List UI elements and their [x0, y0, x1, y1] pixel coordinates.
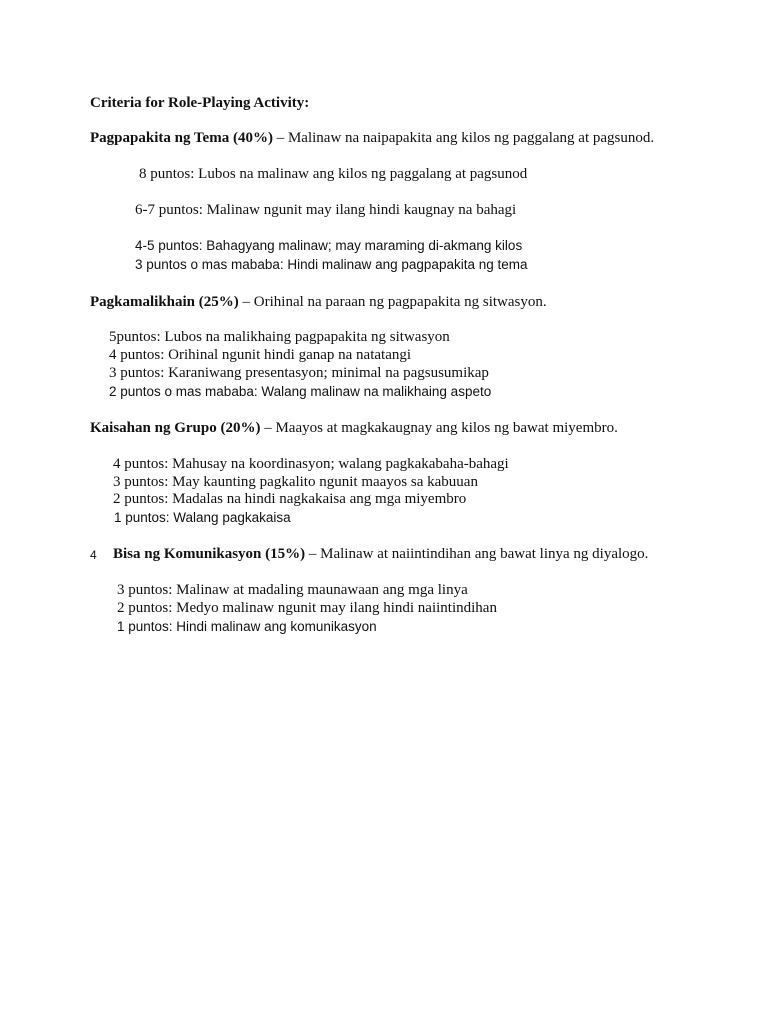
document-title: Criteria for Role-Playing Activity:: [90, 95, 310, 111]
section-description: – Orihinal na paraan ng pagpapakita ng sitwasyon.: [242, 294, 547, 310]
section-description: – Malinaw at naiintindihan ang bawat linya ng diyalogo.: [308, 546, 649, 562]
criteria-item: 3 puntos: May kaunting pagkalito ngunit maayos sa kabuuan: [113, 474, 478, 490]
section-heading-line: [90, 293, 547, 311]
criteria-item: 4 puntos: Orihinal ngunit hindi ganap na natatangi: [109, 347, 412, 363]
criteria-item: 3 puntos o mas mababa: Hindi malinaw ang pagpapakita ng tema: [135, 257, 528, 272]
section-heading: Kaisahan ng Grupo (20%): [90, 420, 261, 436]
criteria-item: 2 puntos: Madalas na hindi nagkakaisa ang mga miyembro: [113, 491, 467, 507]
criteria-item: 1 puntos: Hindi malinaw ang komunikasyon: [117, 619, 377, 634]
section-heading-line: [113, 545, 648, 563]
criteria-item: 2 puntos: Medyo malinaw ngunit may ilang hindi naiintindihan: [117, 600, 497, 616]
section-heading-line: [90, 129, 654, 147]
criteria-item: 8 puntos: Lubos na malinaw ang kilos ng paggalang at pagsunod: [139, 166, 528, 182]
section-heading: Bisa ng Komunikasyon (15%): [113, 546, 306, 562]
criteria-item: 4-5 puntos: Bahagyang malinaw; may maraming di-akmang kilos: [135, 238, 523, 253]
section-heading: Pagkamalikhain (25%): [90, 294, 239, 310]
section-heading-line: [90, 419, 618, 437]
section-description: – Malinaw na naipapakita ang kilos ng paggalang at pagsunod.: [276, 130, 655, 146]
criteria-item: 3 puntos: Malinaw at madaling maunawaan ang mga linya: [117, 582, 468, 598]
criteria-item: 2 puntos o mas mababa: Walang malinaw na malikhaing aspeto: [109, 384, 492, 399]
section-number: 4: [90, 548, 97, 562]
criteria-item: 5puntos: Lubos na malikhaing pagpapakita ng sitwasyon: [109, 329, 450, 345]
criteria-item: 3 puntos: Karaniwang presentasyon; minimal na pagsusumikap: [109, 365, 489, 381]
criteria-item: 4 puntos: Mahusay na koordinasyon; walang pagkakabaha-bahagi: [113, 456, 509, 472]
section-description: – Maayos at magkakaugnay ang kilos ng bawat miyembro.: [264, 420, 618, 436]
criteria-item: 1 puntos: Walang pagkakaisa: [114, 510, 291, 525]
criteria-item: 6-7 puntos: Malinaw ngunit may ilang hindi kaugnay na bahagi: [135, 202, 517, 218]
section-heading: Pagpapakita ng Tema (40%): [90, 130, 273, 146]
